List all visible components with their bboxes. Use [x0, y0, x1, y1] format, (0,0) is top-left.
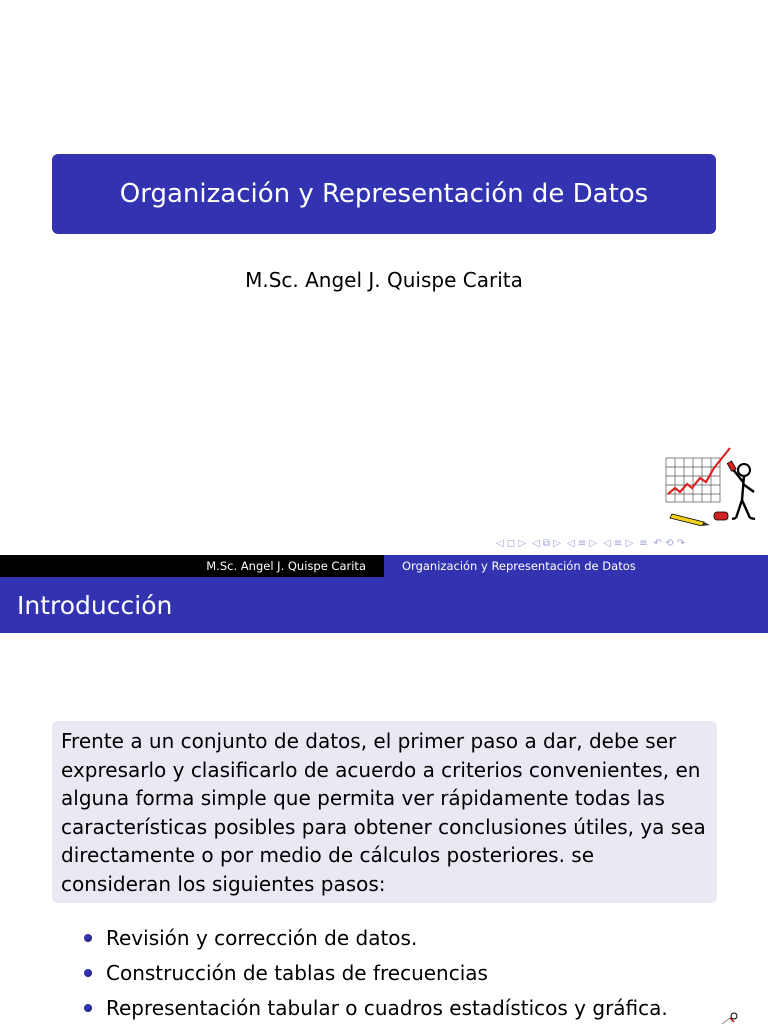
logo-partial-icon	[720, 1012, 760, 1024]
presentation-title: Organización y Representación de Datos	[119, 179, 649, 209]
frame-title: Introducción	[0, 577, 768, 633]
stickman-chart-icon	[662, 444, 762, 526]
nav-appendix-icon[interactable]: ≡	[639, 537, 648, 549]
footer-author: M.Sc. Angel J. Quispe Carita	[0, 555, 384, 577]
nav-document-icon[interactable]: ◁ ≡ ▷	[603, 537, 634, 549]
list-item-text: Revisión y corrección de datos.	[106, 925, 418, 950]
title-box	[52, 154, 716, 234]
list-item-text: Construcción de tablas de frecuencias	[106, 960, 488, 985]
nav-back-search-icon[interactable]: ↶ ⟲ ↷	[653, 537, 686, 549]
slide-footer	[0, 555, 768, 577]
list-item	[84, 920, 764, 955]
author-name: M.Sc. Angel J. Quispe Carita	[245, 268, 523, 292]
intro-block: Frente a un conjunto de datos, el primer paso a dar, debe ser expresarlo y clasificarlo de acuerdo a criterios convenientes, en alguna forma simple que permita ver rápidamente todas las características posibles para obtener conclusiones útiles, ya sea directamente o por medio de cálculos posteriores. se consideran los siguientes pasos:	[52, 721, 717, 903]
bullet-icon	[84, 969, 92, 977]
nav-frame-icon[interactable]: ◁ ◻ ▷	[496, 537, 527, 549]
nav-subsection-icon[interactable]: ◁ ⧉ ▷	[532, 537, 561, 549]
nav-section-icon[interactable]: ◁ ≡ ▷	[566, 537, 598, 549]
steps-list	[84, 920, 764, 1025]
list-item	[84, 955, 764, 990]
list-item-text: Representación tabular o cuadros estadísticos y gráfica.	[106, 995, 668, 1020]
list-item	[84, 990, 764, 1025]
bullet-icon	[84, 934, 92, 942]
beamer-navigation-symbols[interactable]	[496, 536, 762, 550]
bullet-icon	[84, 1004, 92, 1012]
footer-title: Organización y Representación de Datos	[384, 555, 768, 577]
